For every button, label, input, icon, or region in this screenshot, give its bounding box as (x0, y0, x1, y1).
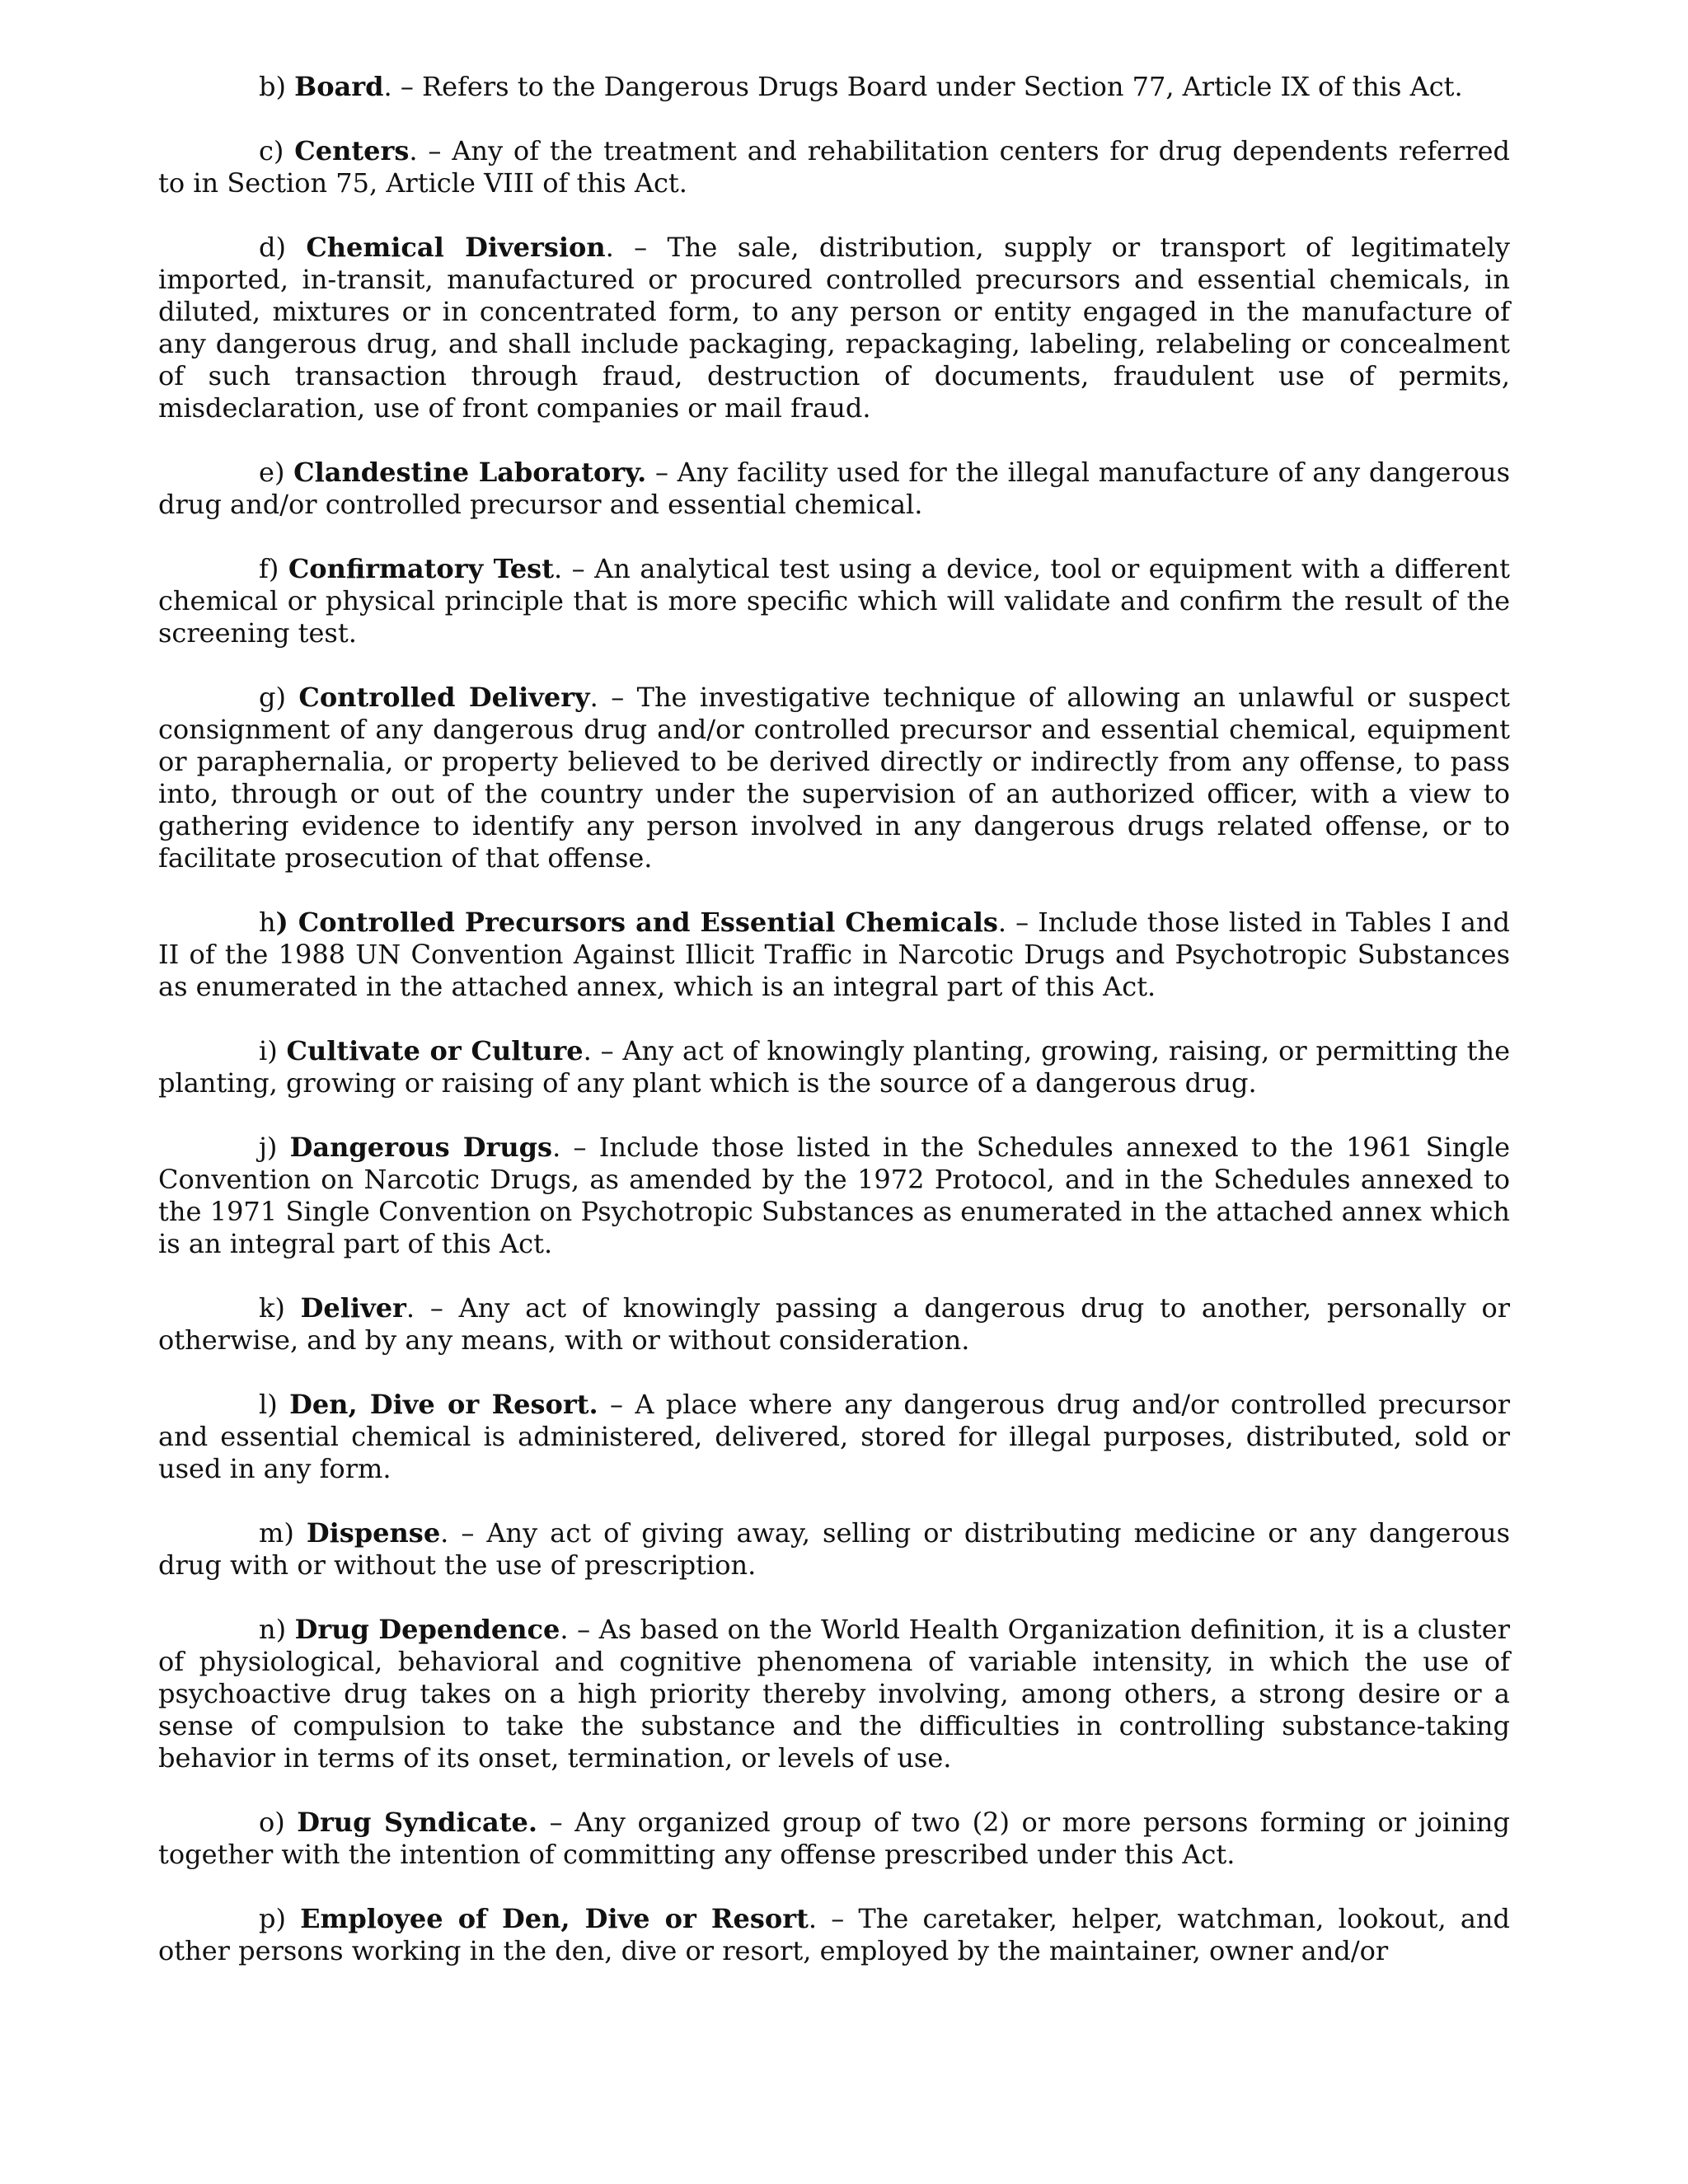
definition-prefix: n) (259, 1614, 295, 1645)
definition-text: . – Include those listed in the Schedules annexed to the 1961 Single Convention on Narcotic Drugs, as amended by the 1972 Protocol, and in the Schedules annexed to the 1971 Single Convention on Psychotropic Substances as enumerated in the attached annex which is an integral part of this Act. (158, 1132, 1511, 1259)
definition-dangerous-drugs (158, 1132, 1510, 1260)
definition-prefix: j) (259, 1132, 290, 1163)
definition-prefix: g) (259, 682, 299, 713)
definition-prefix: e) (259, 457, 294, 488)
definition-confirmatory-test (158, 553, 1510, 649)
definition-term: Drug Dependence (294, 1614, 560, 1645)
definition-cultivate-or-culture (158, 1035, 1510, 1099)
definition-term: Dispense (306, 1517, 441, 1549)
definition-text: . – The investigative technique of allowing an unlawful or suspect consignment of any dangerous drug and/or controlled precursor and essential chemical, equipment or paraphernalia, or property believed to be derived directly or indirectly from any offense, to pass into, through or out of the country under the supervision of an authorized officer, with a view to gathering evidence to identify any person involved in any dangerous drugs related offense, or to facilitate prosecution of that offense. (158, 682, 1511, 874)
definition-chemical-diversion (158, 232, 1510, 424)
definition-den-dive-or-resort (158, 1389, 1510, 1485)
definition-text: . – Any act of knowingly planting, growing, raising, or permitting the planting, growing or raising of any plant which is the source of a dangerous drug. (158, 1035, 1511, 1099)
definition-term: Clandestine Laboratory. (293, 457, 647, 488)
definition-term: Confirmatory Test (288, 553, 554, 584)
definition-prefix: d) (259, 232, 307, 263)
definition-text: – A place where any dangerous drug and/or controlled precursor and essential chemical is administered, delivered, stored for illegal purposes, distributed, sold or used in any form. (158, 1389, 1511, 1484)
definition-term: ) Controlled Precursors and Essential Chemicals (275, 907, 998, 938)
definition-term: Chemical Diversion (306, 232, 606, 263)
definition-term: Deliver (300, 1292, 406, 1324)
definition-term: Controlled Delivery (298, 682, 590, 713)
definition-text: . – Refers to the Dangerous Drugs Board under Section 77, Article IX of this Act. (383, 71, 1463, 102)
definition-text: . – The sale, distribution, supply or transport of legitimately imported, in-transit, manufactured or procured controlled precursors and essential chemicals, in diluted, mixtures or in concentrated form, to any person or entity engaged in the manufacture of any dangerous drug, and shall include packaging, repackaging, labeling, relabeling or concealment of such transaction through fraud, destruction of documents, fraudulent use of permits, misdeclaration, use of front companies or mail fraud. (158, 232, 1511, 424)
definition-text: . – The caretaker, helper, watchman, lookout, and other persons working in the den, dive or resort, employed by the maintainer, owner and/or (158, 1903, 1511, 1966)
definition-text: . – Any of the treatment and rehabilitation centers for drug dependents referred to in Section 75, Article VIII of this Act. (158, 135, 1510, 199)
definition-controlled-precursors (158, 907, 1510, 1003)
definition-prefix: c) (259, 135, 295, 166)
definition-prefix: i) (259, 1035, 287, 1066)
definition-text: . – Any act of giving away, selling or distributing medicine or any dangerous drug with or without the use of prescription. (158, 1517, 1511, 1581)
definition-prefix: f) (259, 553, 288, 584)
definition-term: Board (294, 71, 384, 102)
definition-dispense (158, 1517, 1510, 1582)
definition-text: – Any facility used for the illegal manufacture of any dangerous drug and/or controlled precursor and essential chemical. (158, 457, 1511, 520)
definition-term: Cultivate or Culture (286, 1035, 584, 1066)
definition-text: . – An analytical test using a device, tool or equipment with a different chemical or physical principle that is more specific which will validate and confirm the result of the screening test. (158, 553, 1510, 649)
definition-text: . – As based on the World Health Organization definition, it is a cluster of physiological, behavioral and cognitive phenomena of variable intensity, in which the use of psychoactive drug takes on a high priority thereby involving, among others, a strong desire or a sense of compulsion to take the substance and the difficulties in controlling substance-taking behavior in terms of its onset, termination, or levels of use. (158, 1614, 1511, 1774)
definition-prefix: l) (259, 1389, 290, 1420)
document-page (158, 71, 1510, 1999)
definition-drug-syndicate (158, 1807, 1510, 1871)
definition-term: Den, Dive or Resort. (289, 1389, 598, 1420)
definition-deliver (158, 1292, 1510, 1357)
definition-term: Centers (294, 135, 410, 166)
definition-term: Drug Syndicate. (297, 1807, 538, 1838)
definition-board (158, 71, 1510, 103)
definition-controlled-delivery (158, 682, 1510, 874)
definition-prefix: m) (259, 1517, 307, 1549)
definition-prefix: b) (259, 71, 295, 102)
definition-drug-dependence (158, 1614, 1510, 1774)
definition-text: – Any organized group of two (2) or more persons forming or joining together with the intention of committing any offense prescribed under this Act. (158, 1807, 1511, 1870)
definition-clandestine-laboratory (158, 457, 1510, 521)
definition-prefix: h (259, 907, 276, 938)
definition-centers (158, 135, 1510, 199)
definition-prefix: o) (259, 1807, 298, 1838)
definition-term: Employee of Den, Dive or Resort (300, 1903, 809, 1934)
definition-employee-of-den (158, 1903, 1510, 1967)
definition-term: Dangerous Drugs (289, 1132, 553, 1163)
definition-prefix: k) (259, 1292, 301, 1324)
definition-text: . – Include those listed in Tables I and II of the 1988 UN Convention Against Illicit Traffic in Narcotic Drugs and Psychotropic Substances as enumerated in the attached annex, which is an integral part of this Act. (158, 907, 1511, 1002)
definition-prefix: p) (259, 1903, 301, 1934)
definition-text: . – Any act of knowingly passing a dangerous drug to another, personally or otherwise, and by any means, with or without consideration. (158, 1292, 1511, 1356)
